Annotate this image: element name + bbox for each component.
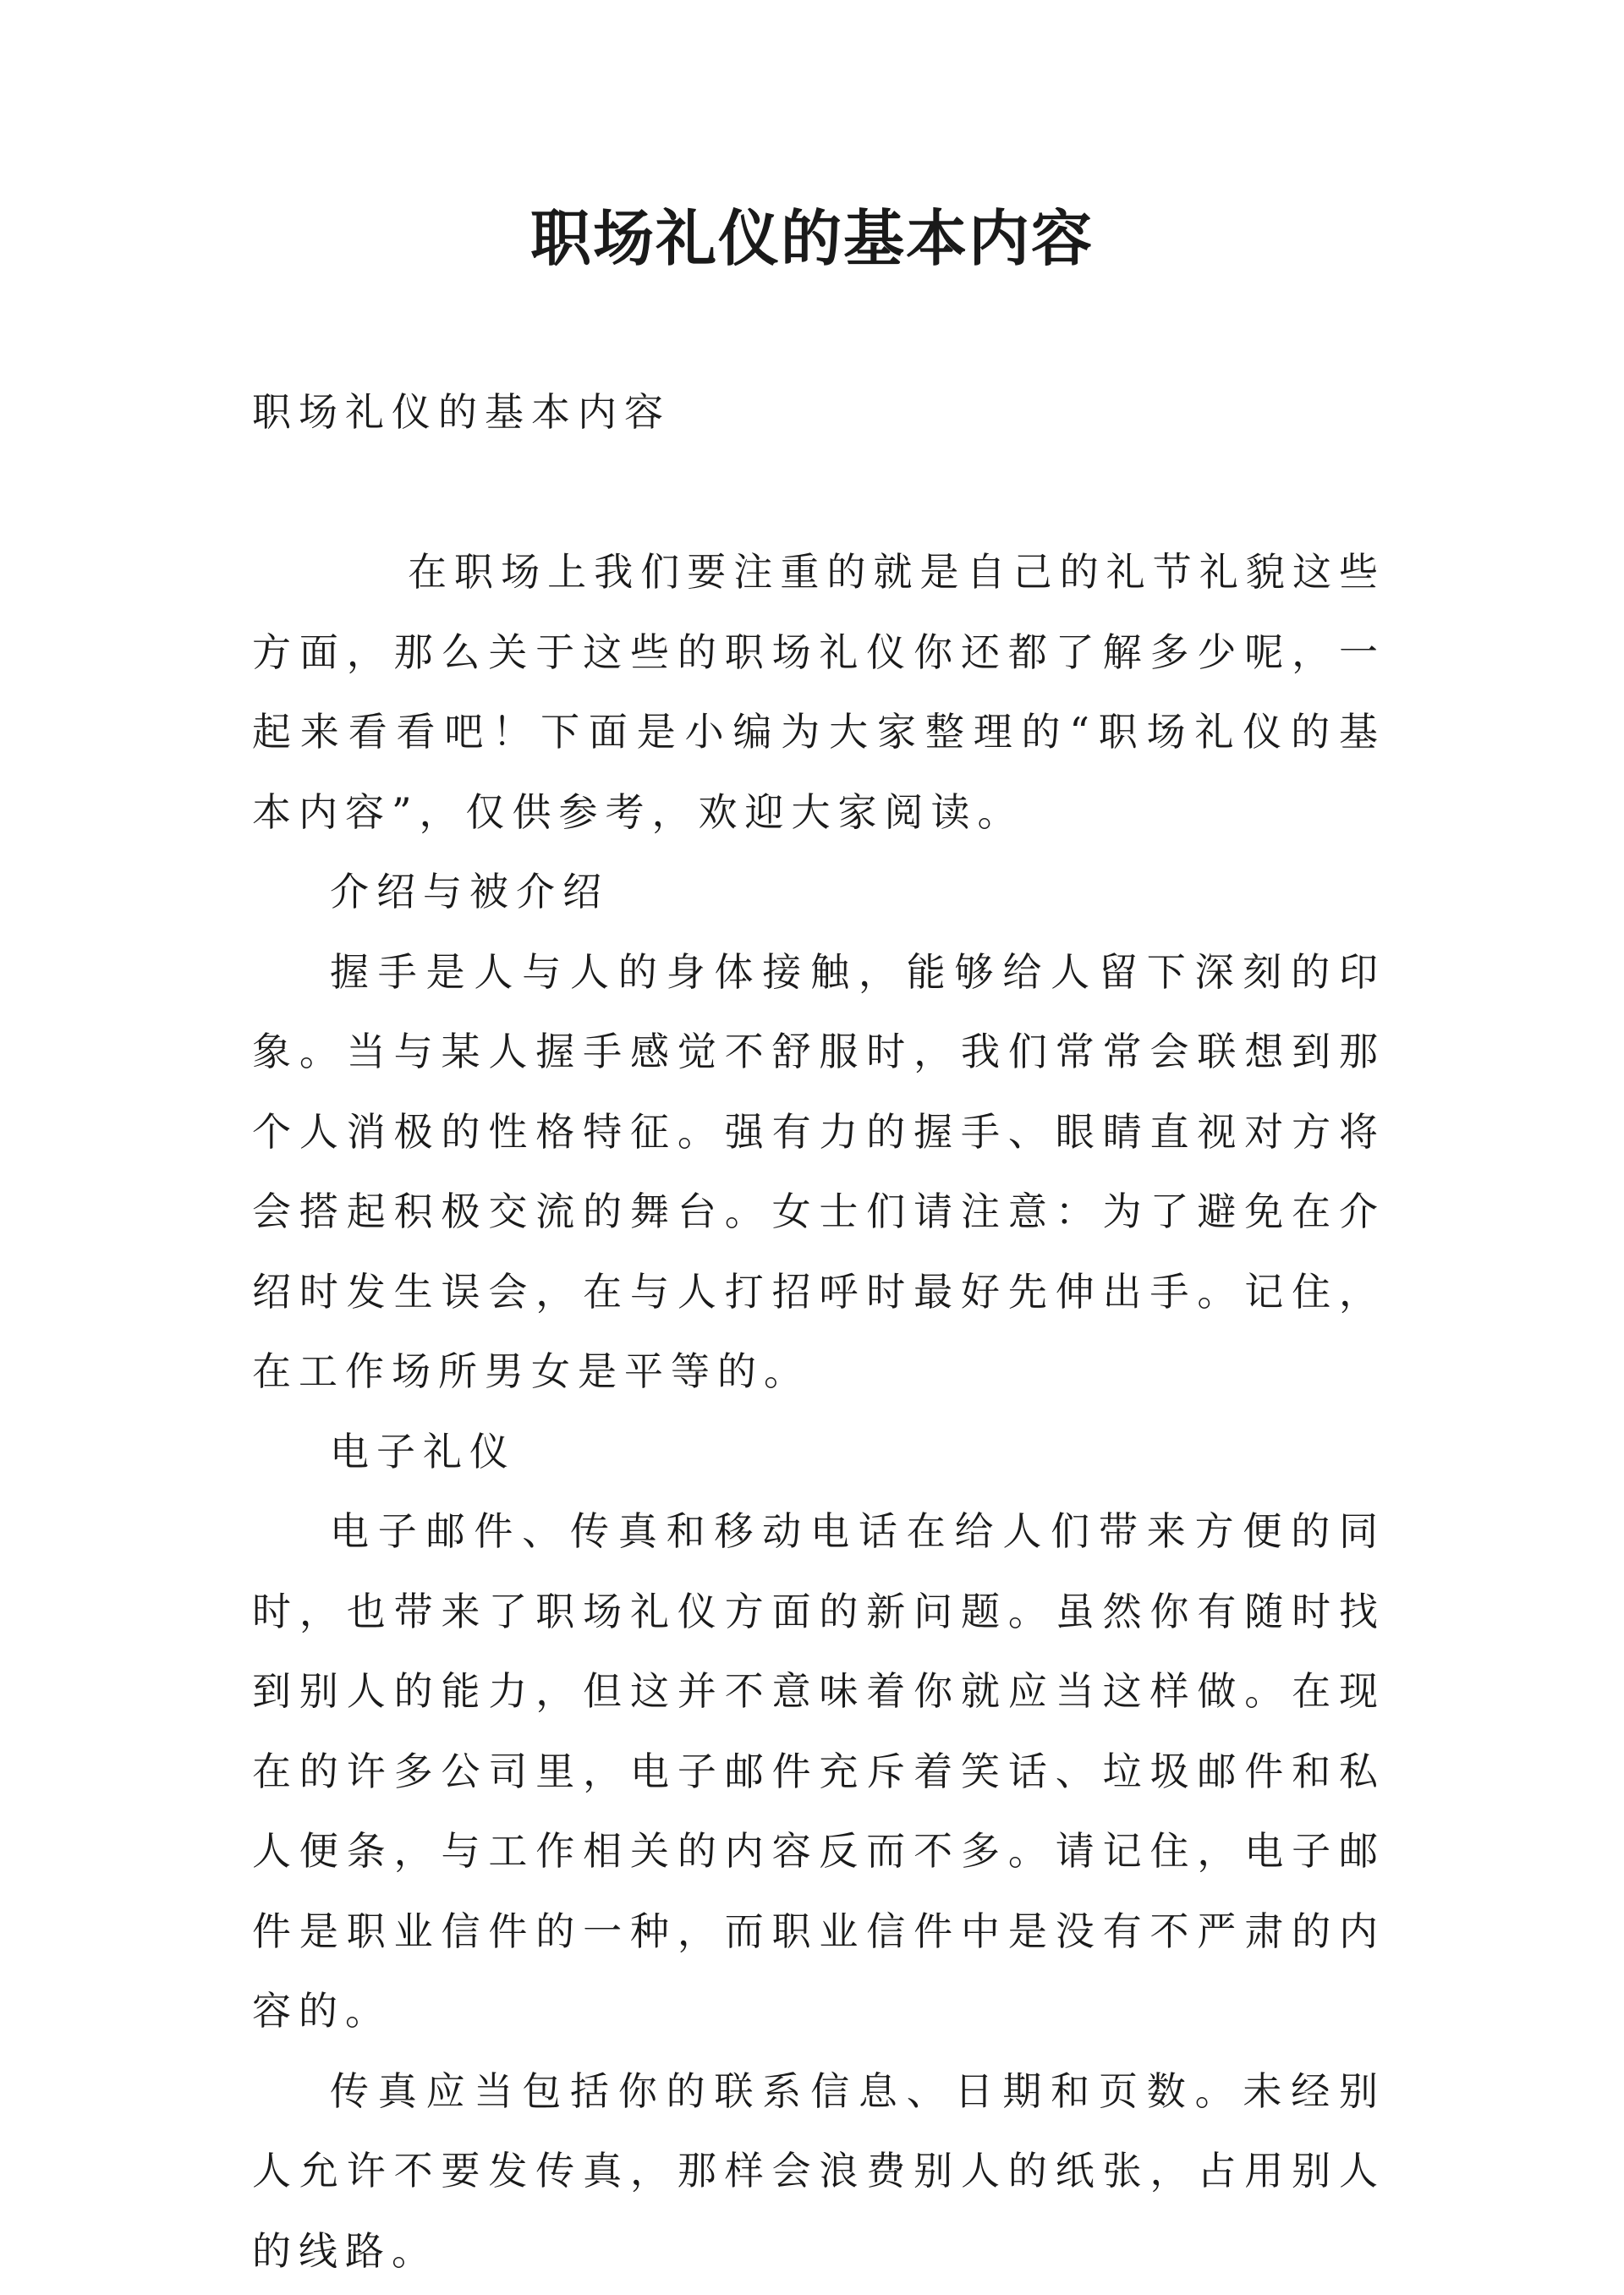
paragraph-handshake: 握手是人与人的身体接触，能够给人留下深刻的印象。当与某人握手感觉不舒服时，我们常常会联想到那个人消极的性格特征。强有力的握手、眼睛直视对方将会搭起积极交流的舞台。女士们请注意：为了避免在介绍时发生误会，在与人打招呼时最好先伸出手。记住，在工作场所男女是平等的。 [252, 948, 1385, 1394]
section-heading-introduction: 介绍与被介绍 [330, 869, 609, 914]
section-heading-electronic-etiquette: 电子礼仪 [330, 1428, 516, 1474]
intro-paragraph: 在职场上我们要注重的就是自己的礼节礼貌这些方面，那么关于这些的职场礼仪你还都了解多少呢，一起来看看吧！下面是小编为大家整理的“职场礼仪的基本内容”，仅供参考，欢迎大家阅读。 [252, 549, 1385, 835]
document-subtitle: 职场礼仪的基本内容 [252, 389, 671, 435]
document-title: 职场礼仪的基本内容 [529, 202, 1094, 274]
document-body [252, 372, 1385, 2291]
paragraph-email: 电子邮件、传真和移动电话在给人们带来方便的同时，也带来了职场礼仪方面的新问题。虽然你有随时找到别人的能力，但这并不意味着你就应当这样做。在现在的许多公司里，电子邮件充斥着笑话、垃圾邮件和私人便条，与工作相关的内容反而不多。请记住，电子邮件是职业信件的一种，而职业信件中是没有不严肃的内容的。 [252, 1508, 1385, 2034]
paragraph-fax: 传真应当包括你的联系信息、日期和页数。未经别人允许不要发传真，那样会浪费别人的纸张，占用别人的线路。 [252, 2067, 1385, 2274]
